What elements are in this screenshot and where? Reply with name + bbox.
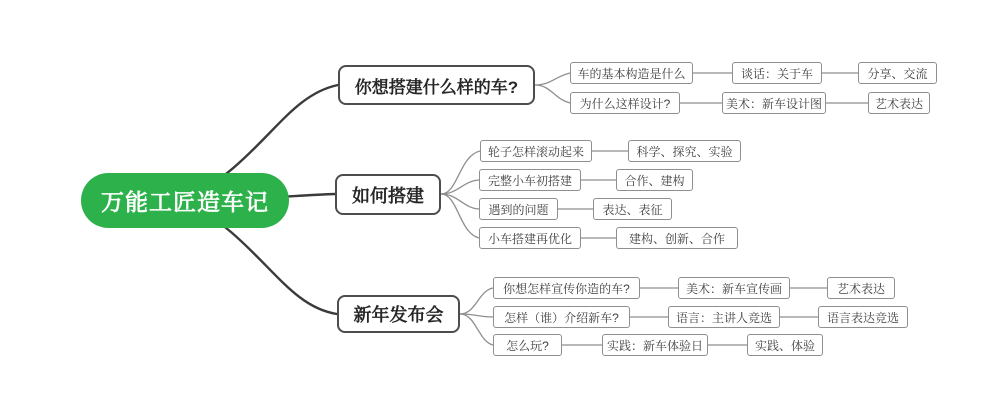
node-practice-experience[interactable]: 实践、体验 [747, 334, 823, 356]
node-why-this-design[interactable]: 为什么这样设计? [570, 92, 680, 114]
node-language-expression-contest[interactable]: 语言表达竞选 [818, 306, 908, 328]
branch-what-car-to-build[interactable]: 你想搭建什么样的车? [338, 65, 535, 105]
node-expression-representation[interactable]: 表达、表征 [593, 198, 672, 220]
branch-how-to-build[interactable]: 如何搭建 [335, 174, 441, 215]
node-art-expression-1[interactable]: 艺术表达 [868, 92, 930, 114]
node-practice-experience-day[interactable]: 实践：新车体验日 [602, 334, 708, 356]
node-art-expression-2[interactable]: 艺术表达 [827, 277, 895, 299]
node-how-wheels-roll[interactable]: 轮子怎样滚动起来 [480, 140, 592, 162]
node-cooperation-construction[interactable]: 合作、建构 [616, 169, 693, 191]
node-language-host-election[interactable]: 语言：主讲人竞选 [668, 306, 780, 328]
node-science-explore-experiment[interactable]: 科学、探究、实验 [628, 140, 741, 162]
node-problems-met[interactable]: 遇到的问题 [479, 198, 558, 220]
root-node[interactable]: 万能工匠造车记 [81, 173, 289, 228]
node-how-promote-car[interactable]: 你想怎样宣传你造的车? [493, 277, 640, 299]
branch-new-year-launch[interactable]: 新年发布会 [337, 295, 460, 333]
node-car-build-optimize[interactable]: 小车搭建再优化 [479, 227, 581, 249]
node-how-to-play[interactable]: 怎么玩? [493, 334, 562, 356]
node-construct-innovate-cooperate[interactable]: 建构、创新、合作 [616, 227, 738, 249]
node-share-exchange[interactable]: 分享、交流 [858, 62, 937, 84]
node-car-basic-structure[interactable]: 车的基本构造是什么 [570, 62, 693, 84]
node-first-car-build[interactable]: 完整小车初搭建 [479, 169, 581, 191]
node-talk-about-car[interactable]: 谈话：关于车 [732, 62, 822, 84]
node-art-car-poster[interactable]: 美术：新车宣传画 [678, 277, 790, 299]
node-who-introduce-car[interactable]: 怎样（谁）介绍新车? [493, 306, 630, 328]
node-art-new-car-design[interactable]: 美术：新车设计图 [722, 92, 826, 114]
